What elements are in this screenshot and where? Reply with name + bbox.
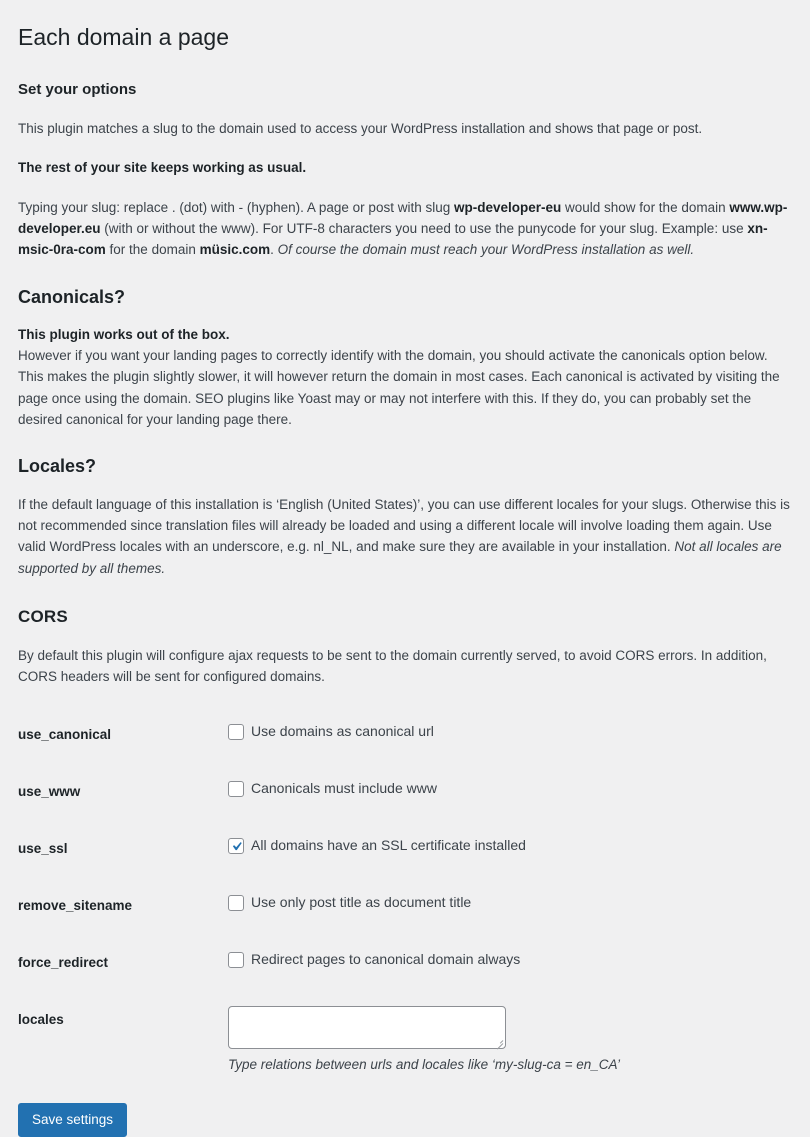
field-row-remove-sitename <box>18 892 792 922</box>
field-control-use-ssl <box>228 835 792 856</box>
section-heading-set-your-options: Set your options <box>18 80 137 98</box>
slug-text-3: (with or without the www). For UTF-8 characters you need to use the punycode for your slug. Example: use <box>100 220 748 236</box>
field-label-use-canonical: use_canonical <box>18 727 112 743</box>
cors-body: By default this plugin will configure ajax requests to be sent to the domain currently served, to avoid CORS errors. In addition, CORS headers will be sent for configured domains. <box>18 647 767 684</box>
field-control-remove-sitename <box>228 892 792 913</box>
save-settings-button[interactable]: Save settings <box>18 1103 127 1137</box>
checkbox-use-www[interactable] <box>228 778 437 799</box>
slug-example-1: wp-developer-eu <box>453 199 562 215</box>
resize-handle-icon[interactable] <box>494 1037 503 1046</box>
locales-help-text: Type relations between urls and locales like ‘my-slug-ca = en_CA’ <box>228 1057 621 1073</box>
section-heading-canonicals: Canonicals? <box>18 286 126 307</box>
checkbox-box-use-canonical[interactable] <box>228 724 244 740</box>
field-control-locales <box>228 1006 792 1075</box>
locales-control-wrap <box>228 1006 620 1075</box>
locales-body <box>18 494 792 579</box>
field-label-remove-sitename: remove_sitename <box>18 898 133 914</box>
checkbox-box-use-ssl[interactable] <box>228 838 244 854</box>
canonicals-lead: This plugin works out of the box. <box>18 326 230 342</box>
field-row-force-redirect <box>18 949 792 979</box>
slug-text-5: . <box>270 242 278 258</box>
field-row-use-ssl <box>18 835 792 865</box>
checkbox-label-force-redirect: Redirect pages to canonical domain always <box>251 951 521 968</box>
checkbox-label-use-ssl: All domains have an SSL certificate installed <box>251 837 526 854</box>
options-intro-paragraph: This plugin matches a slug to the domain used to access your WordPress installation and shows that page or post. <box>18 120 703 136</box>
checkmark-icon <box>228 837 245 856</box>
settings-fields <box>18 721 792 1075</box>
slug-domain-2: müsic.com <box>199 242 271 258</box>
slug-domain-1: www.wp-developer.eu <box>18 199 788 236</box>
slug-text-2: would show for the domain <box>561 199 730 215</box>
section-heading-locales: Locales? <box>18 456 97 477</box>
page-title: Each domain a page <box>18 24 229 50</box>
field-label-locales: locales <box>18 1012 64 1028</box>
checkbox-box-use-www[interactable] <box>228 781 244 797</box>
locales-note-italic: Not all locales are supported by all themes. <box>18 539 782 576</box>
field-label-use-www: use_www <box>18 784 81 800</box>
checkbox-box-force-redirect[interactable] <box>228 952 244 968</box>
options-slug-paragraph <box>18 197 792 261</box>
locales-textarea[interactable] <box>229 1007 505 1048</box>
field-label-use-ssl: use_ssl <box>18 841 68 857</box>
checkbox-label-use-www: Canonicals must include www <box>251 780 437 797</box>
slug-note-italic: Of course the domain must reach your WordPress installation as well. <box>277 242 695 258</box>
checkbox-label-remove-sitename: Use only post title as document title <box>251 894 472 911</box>
field-row-use-www <box>18 778 792 808</box>
checkbox-use-canonical[interactable] <box>228 721 434 742</box>
section-heading-cors: CORS <box>18 606 68 626</box>
canonicals-body: However if you want your landing pages to correctly identify with the domain, you should activate the canonicals option below. This makes the plugin slightly slower, it will however return the domain in most cases. Each canonical is activated by visiting the page once using the domain. SEO plugins like Yoast may or may not interfere with this. If they do, you can probably set the desired canonical for your landing page there. <box>18 348 780 428</box>
checkbox-remove-sitename[interactable] <box>228 892 471 913</box>
slug-text-4: for the domain <box>105 242 200 258</box>
field-row-use-canonical <box>18 721 792 751</box>
checkbox-label-use-canonical: Use domains as canonical url <box>251 723 434 740</box>
locales-text: If the default language of this installation is ‘English (United States)’, you can use different locales for your slugs. Otherwise this is not recommended since translation files will already be loaded and using a different locale will involve loading them again. Use valid WordPress locales with an underscore, e.g. nl_NL, and make sure they are available in your installation. <box>18 496 790 555</box>
field-control-use-www <box>228 778 792 799</box>
field-control-force-redirect <box>228 949 792 970</box>
submit-area <box>18 1103 792 1137</box>
field-row-locales <box>18 1006 792 1075</box>
checkbox-force-redirect[interactable] <box>228 949 520 970</box>
slug-text-1: Typing your slug: replace . (dot) with - (hyphen). A page or post with slug <box>18 199 454 215</box>
field-control-use-canonical <box>228 721 792 742</box>
checkbox-use-ssl[interactable] <box>228 835 526 856</box>
field-label-force-redirect: force_redirect <box>18 955 109 971</box>
checkbox-box-remove-sitename[interactable] <box>228 895 244 911</box>
options-emphasis-paragraph: The rest of your site keeps working as usual. <box>18 160 307 176</box>
locales-textarea-container[interactable] <box>228 1006 506 1049</box>
slug-punycode: xn-msic-0ra-com <box>18 220 768 258</box>
